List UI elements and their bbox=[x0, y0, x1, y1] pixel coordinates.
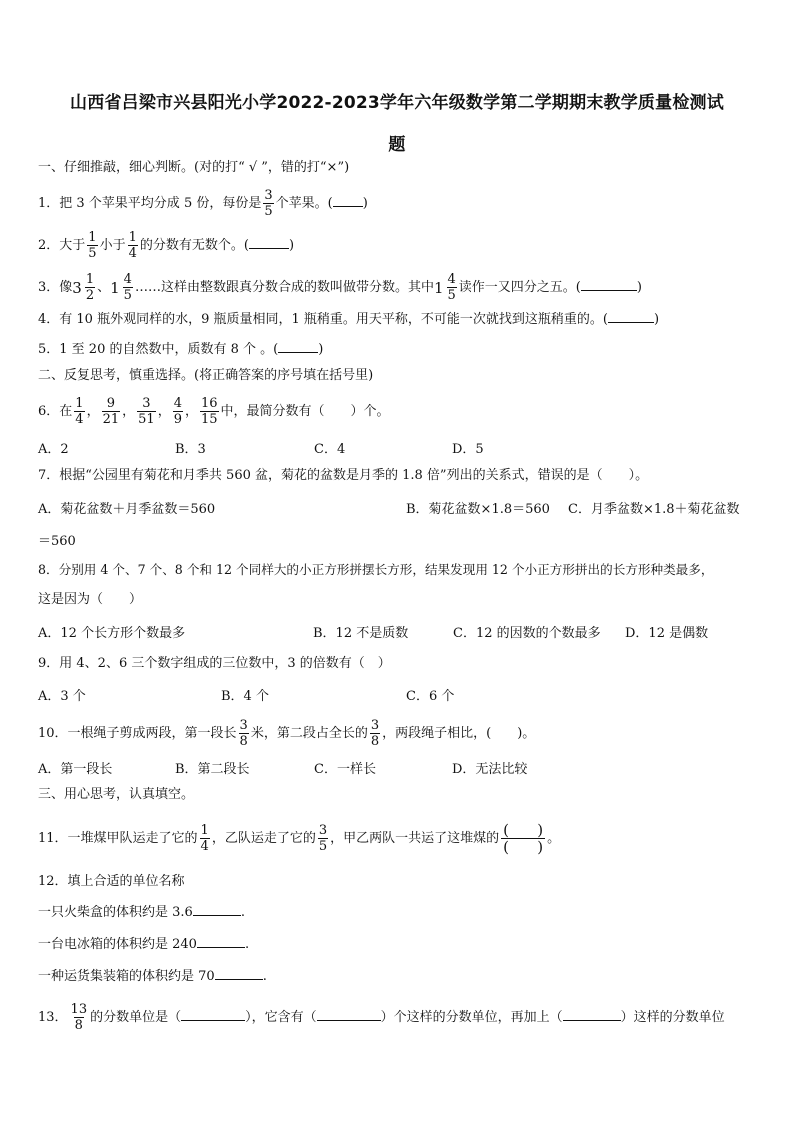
answer-blank[interactable] bbox=[608, 310, 654, 323]
q7-option-b[interactable]: B．菊花盆数×1.8＝560 bbox=[406, 502, 550, 517]
question-3: 3．像 3 $\frac{1}{2}$ 、 1 $\frac{4}{5}$ ……这样由整数跟真分数合成的数叫做带分数。其中 1 $\frac{4}{5}$ 读作一又四分之五。( ) bbox=[38, 272, 642, 303]
question-5: 5．1 至 20 的自然数中，质数有 8 个 。( ) bbox=[38, 342, 324, 357]
fraction: $\frac{3}{8}$ bbox=[239, 718, 248, 749]
q6-option-c[interactable]: C．4 bbox=[314, 442, 346, 457]
fraction: $\frac{3}{51}$ bbox=[138, 396, 155, 427]
section3-heading: 三、用心思考，认真填空。 bbox=[38, 787, 195, 802]
q1-text: 1．把 3 个苹果平均分成 5 份，每份是 bbox=[38, 196, 262, 211]
q6-option-b[interactable]: B．3 bbox=[175, 442, 206, 457]
exam-title-line1: 山西省吕梁市兴县阳光小学2022-2023学年六年级数学第二学期期末教学质量检测试 bbox=[70, 93, 724, 113]
mixed-number: 1 $\frac{4}{5}$ bbox=[110, 272, 132, 303]
q9-option-a[interactable]: A．3 个 bbox=[38, 689, 86, 704]
q9-option-b[interactable]: B．4 个 bbox=[221, 689, 269, 704]
section1-heading: 一、仔细推敲，细心判断。(对的打“ √ ”，错的打“×”) bbox=[38, 160, 350, 175]
q10-option-a[interactable]: A．第一段长 bbox=[38, 762, 113, 777]
answer-blank[interactable] bbox=[181, 1008, 245, 1021]
q8-option-d[interactable]: D．12 是偶数 bbox=[625, 626, 709, 641]
answer-blank[interactable] bbox=[197, 935, 245, 948]
question-12-line1: 一只火柴盒的体积约是 3.6 . bbox=[38, 905, 245, 920]
answer-blank[interactable] bbox=[249, 236, 289, 249]
q9-option-c[interactable]: C．6 个 bbox=[406, 689, 455, 704]
section2-heading: 二、反复思考，慎重选择。(将正确答案的序号填在括号里) bbox=[38, 368, 374, 383]
question-6: 6．在 $\frac{1}{4}$ ， $\frac{9}{21}$ ， $\frac{3}{51}$ ， $\frac{4}{9}$ ， $\frac{16}{15}$ 中，最简分数有（ ）个。 bbox=[38, 396, 390, 427]
q7-option-c-cont: ＝560 bbox=[38, 534, 76, 549]
question-8-line2: 这是因为（ ） bbox=[38, 592, 143, 607]
fraction: $\frac{16}{15}$ bbox=[201, 396, 218, 427]
answer-blank[interactable] bbox=[278, 340, 318, 353]
answer-blank[interactable] bbox=[317, 1008, 381, 1021]
question-13: 13． $\frac{13}{8}$ 的分数单位是（ ），它含有（ ）个这样的分数单位，再加上（ ）这样的分数单位 bbox=[38, 1002, 725, 1033]
q10-option-b[interactable]: B．第二段长 bbox=[175, 762, 250, 777]
question-10: 10．一根绳子剪成两段，第一段长 $\frac{3}{8}$ 米，第二段占全长的 $\frac{3}{8}$ ，两段绳子相比，( )。 bbox=[38, 718, 536, 749]
question-4: 4．有 10 瓶外观同样的水，9 瓶质量相同，1 瓶稍重。用天平称，不可能一次就找到这瓶稍重的。( ) bbox=[38, 312, 660, 327]
fraction: $\frac{3}{5}$ bbox=[264, 188, 273, 219]
q6-option-d[interactable]: D．5 bbox=[452, 442, 484, 457]
fraction: $\frac{1}{4}$ bbox=[128, 230, 137, 261]
fraction: $\frac{3}{8}$ bbox=[370, 718, 380, 749]
q6-option-a[interactable]: A．2 bbox=[38, 442, 69, 457]
q7-option-c[interactable]: C．月季盆数×1.8＋菊花盆数 bbox=[568, 502, 740, 517]
question-7: 7．根据“公园里有菊花和月季共 560 盆，菊花的盆数是月季的 1.8 倍”列出的关系式，错误的是（ ）。 bbox=[38, 468, 649, 483]
mixed-number: 1 $\frac{4}{5}$ bbox=[433, 272, 456, 303]
answer-fraction-blank[interactable] bbox=[501, 822, 545, 855]
question-12-heading: 12．填上合适的单位名称 bbox=[38, 874, 185, 889]
q10-option-c[interactable]: C．一样长 bbox=[314, 762, 376, 777]
question-8-line1: 8．分别用 4 个、7 个、8 个和 12 个同样大的小正方形拼摆长方形，结果发现用 12 个小正方形拼出的长方形种类最多， bbox=[38, 562, 714, 577]
q3-text: 3．像 bbox=[38, 280, 73, 295]
answer-blank[interactable] bbox=[333, 194, 363, 207]
fraction: $\frac{1}{4}$ bbox=[75, 396, 84, 427]
answer-blank[interactable] bbox=[215, 967, 263, 980]
fraction: $\frac{4}{9}$ bbox=[173, 396, 182, 427]
fraction: $\frac{9}{21}$ bbox=[102, 396, 120, 427]
fraction: $\frac{1}{5}$ bbox=[88, 230, 97, 261]
question-1: 1．把 3 个苹果平均分成 5 份，每份是 $\frac{3}{5}$ 个苹果。( ) bbox=[38, 188, 368, 219]
question-2: 2．大于 $\frac{1}{5}$ 小于 $\frac{1}{4}$ 的分数有无数个。( ) bbox=[38, 230, 295, 261]
question-11: 11．一堆煤甲队运走了它的 $\frac{1}{4}$ ，乙队运走了它的 $\frac{3}{5}$ ，甲乙两队一共运了这堆煤的 ( ) ( ) 。 bbox=[38, 822, 560, 855]
q4-text: 4．有 10 瓶外观同样的水，9 瓶质量相同，1 瓶稍重。用天平称，不可能一次就找到这瓶稍重的。( bbox=[38, 312, 608, 327]
q8-option-b[interactable]: B．12 不是质数 bbox=[313, 626, 409, 641]
q7-option-a[interactable]: A．菊花盆数＋月季盆数＝560 bbox=[38, 502, 216, 517]
question-12-line2: 一台电冰箱的体积约是 240 . bbox=[38, 937, 250, 952]
q2-text: 2．大于 bbox=[38, 238, 86, 253]
exam-title-line2: 题 bbox=[388, 135, 406, 155]
question-9: 9．用 4、2、6 三个数字组成的三位数中，3 的倍数有（ ） bbox=[38, 656, 391, 671]
answer-blank[interactable] bbox=[193, 903, 241, 916]
q8-option-a[interactable]: A．12 个长方形个数最多 bbox=[38, 626, 186, 641]
answer-blank[interactable] bbox=[581, 278, 637, 291]
q5-text: 5．1 至 20 的自然数中，质数有 8 个 。( bbox=[38, 342, 279, 357]
answer-blank[interactable] bbox=[563, 1008, 621, 1021]
q1-text-2: 个苹果。( bbox=[275, 196, 333, 211]
q8-option-c[interactable]: C．12 的因数的个数最多 bbox=[453, 626, 601, 641]
fraction: $\frac{13}{8}$ bbox=[70, 1002, 88, 1033]
fraction: $\frac{3}{5}$ bbox=[318, 823, 328, 854]
question-12-line3: 一种运货集装箱的体积约是 70 . bbox=[38, 969, 267, 984]
q10-option-d[interactable]: D．无法比较 bbox=[452, 762, 528, 777]
fraction: $\frac{1}{4}$ bbox=[200, 823, 209, 854]
mixed-number: 3 $\frac{1}{2}$ bbox=[72, 272, 95, 303]
